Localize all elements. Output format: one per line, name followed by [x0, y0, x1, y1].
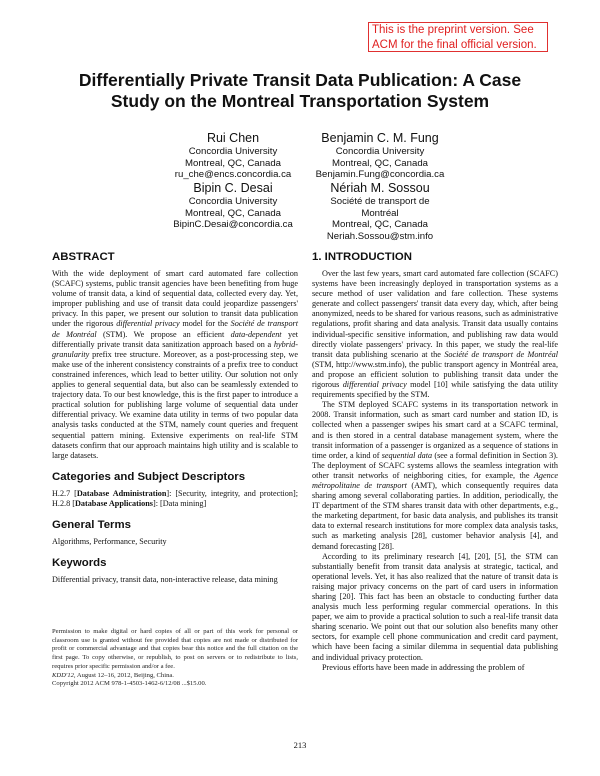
author-email: ru_che@encs.concordia.ca: [174, 169, 292, 180]
preprint-notice-line2: ACM for the final official version.: [372, 39, 537, 51]
general-terms-text: Algorithms, Performance, Security: [52, 536, 167, 546]
author-affiliation: Concordia University: [188, 196, 278, 207]
preprint-notice: [368, 22, 548, 52]
author-name: Rui Chen: [206, 131, 260, 145]
author-name: Benjamin C. M. Fung: [321, 131, 439, 145]
copyright-line: Copyright 2012 ACM 978-1-4503-1462-6/12/08 ...$15.00.: [52, 680, 207, 688]
right-column: [312, 250, 558, 673]
introduction-heading: 1. INTRODUCTION: [312, 251, 412, 263]
intro-paragraph-4: Previous efforts have been made in addressing the problem of: [322, 662, 525, 672]
permission-notice: [52, 628, 298, 689]
categories-text: H.2.7 [Database Administration]: [Security, integrity, and protection]; H.2.8 [Database Applications]: [Data mining]: [52, 488, 298, 508]
author-affiliation-line1: Société de transport de: [330, 196, 430, 207]
author-location: Montreal, QC, Canada: [332, 157, 428, 169]
categories-heading: Categories and Subject Descriptors: [52, 470, 246, 483]
author-block-1: [160, 131, 306, 181]
author-location: Montreal, QC, Canada: [185, 157, 281, 169]
abstract-text: With the wide deployment of smart card automated fare collection (SCAFC) systems, public transit agencies have been benefiting from huge volume of transit data, a kind of sequential data, collected every day. Yet, improper publishing and use of transit data could jeopardize passengers' privacy. In this paper, we present our solution to transit data publication under the rigorous differential privacy model for the Société de transport de Montréal (STM). We propose an efficient data-dependent yet differentially private transit data sanitization approach based on a hybrid-granularity prefix tree structure. Moreover, as a post-processing step, we make use of the inherent consistency constraints of a prefix tree to conduct constrained inferences, which lead to better utility. Our solution not only applies to general sequential data, but also can be seamlessly extended to trajectory data. To our best knowledge, this is the first paper to introduce a practical solution for publishing large volume of sequential data under differential privacy. We examine data utility in terms of two popular data analysis tasks conducted at the STM, namely count queries and frequent sequential pattern mining. Extensive experiments on real-life STM datasets confirm that our approach maintains high utility and is scalable to large datasets.: [52, 269, 299, 460]
author-name: Bipin C. Desai: [193, 181, 273, 195]
author-affiliation: Concordia University: [335, 146, 425, 157]
author-block-2: [306, 131, 454, 181]
author-location: Montreal, QC, Canada: [185, 207, 281, 219]
author-block-4: [306, 181, 454, 242]
abstract-heading: ABSTRACT: [52, 251, 115, 263]
intro-paragraph-3: According to its preliminary research [4], [20], [5], the STM can substantially benefit from transit data analysis at strategic, tactical, and operational levels. Yet, it has also realized that the nature of transit data is raising major privacy concerns on the part of card users in information sharing [20]. This fact has been an obstacle to conducting further data analysis much less performing regular commercial operations. In this paper, we aim to provide a practical solution to such a real-life transit data sharing scenario. We point out that our solution also benefits many other sectors, for example cell phone communication and credit card payment, which have been facing a similar dilemma in sequential data publishing and individual privacy protection.: [312, 551, 558, 662]
author-email: Benjamin.Fung@concordia.ca: [315, 169, 445, 180]
title-line1: Differentially Private Transit Data Publication: A Case: [78, 70, 522, 90]
author-affiliation: Concordia University: [188, 146, 278, 157]
intro-paragraph-1: Over the last few years, smart card automated fare collection (SCAFC) systems have been increasingly deployed in transportation systems as a secure method of user validation and fare collection. These systems generate and collect passengers' transit data every day, which, after being anonymized, needs to be shared for various reasons, such as administrative regulations, profit sharing and data analysis. Transit data usually contains individual-specific sensitive information, and publishing raw data would directly violate passengers' privacy. In this paper, we study the real-life transit data publishing scenario at the Société de transport de Montréal (STM, http://www.stm.info), the public transport agency in Montréal area, and propose an efficient solution to publishing transit data under the rigorous differential privacy model [10] while satisfying the data utility requirements specified by the STM.: [312, 269, 558, 400]
intro-paragraph-2: The STM deployed SCAFC systems in its transportation network in 2008. Transit information, such as smart card number and station ID, is collected when a passenger swipes his smart card at a SCAFC terminal, and is then stored in a central database management system, where the transit information of a passenger is organized as a sequence of stations in time order, a kind of sequential data (see a formal definition in Section 3). The deployment of SCAFC systems allows the seamless integration with other transit networks of neighboring cities, for example, the Agence métropolitaine de transport (AMT), which consequently requires data sharing among several collaborating parties. In addition, periodically, the IT department of the STM shares transit data with other departments, e.g., the marketing department, for basic data analysis, and publishes its transit data to external research institutions for more complex data analysis tasks, such as marketing analysis [28], customer behavior analysis [4], and demand forecasting [28].: [312, 400, 558, 551]
title-line2: Study on the Montreal Transportation System: [110, 91, 490, 111]
author-block-3: [160, 181, 306, 231]
paper-title: [40, 70, 560, 112]
keywords-text: Differential privacy, transit data, non-interactive release, data mining: [52, 575, 278, 585]
permission-text: Permission to make digital or hard copies of all or part of this work for personal or classroom use is granted without fee provided that copies are not made or distributed for profit or commercial advantage and that copies bear this notice and the full citation on the first page. To copy otherwise, or republish, to post on servers or to redistribute to lists, requires prior specific permission and/or a fee.: [52, 628, 298, 670]
venue-line: KDD'12, August 12–16, 2012, Beijing, China.: [52, 671, 174, 679]
page-number: 213: [293, 740, 307, 750]
author-name: Nériah M. Sossou: [330, 181, 430, 195]
author-affiliation-line2: Montréal: [361, 207, 399, 219]
preprint-notice-line1: This is the preprint version. See: [372, 24, 534, 36]
keywords-heading: Keywords: [52, 557, 107, 570]
general-terms-heading: General Terms: [52, 518, 131, 531]
left-column: [52, 250, 298, 585]
author-email: Neriah.Sossou@stm.info: [326, 230, 434, 242]
author-email: BipinC.Desai@concordia.ca: [173, 219, 293, 230]
author-location: Montreal, QC, Canada: [332, 219, 428, 230]
